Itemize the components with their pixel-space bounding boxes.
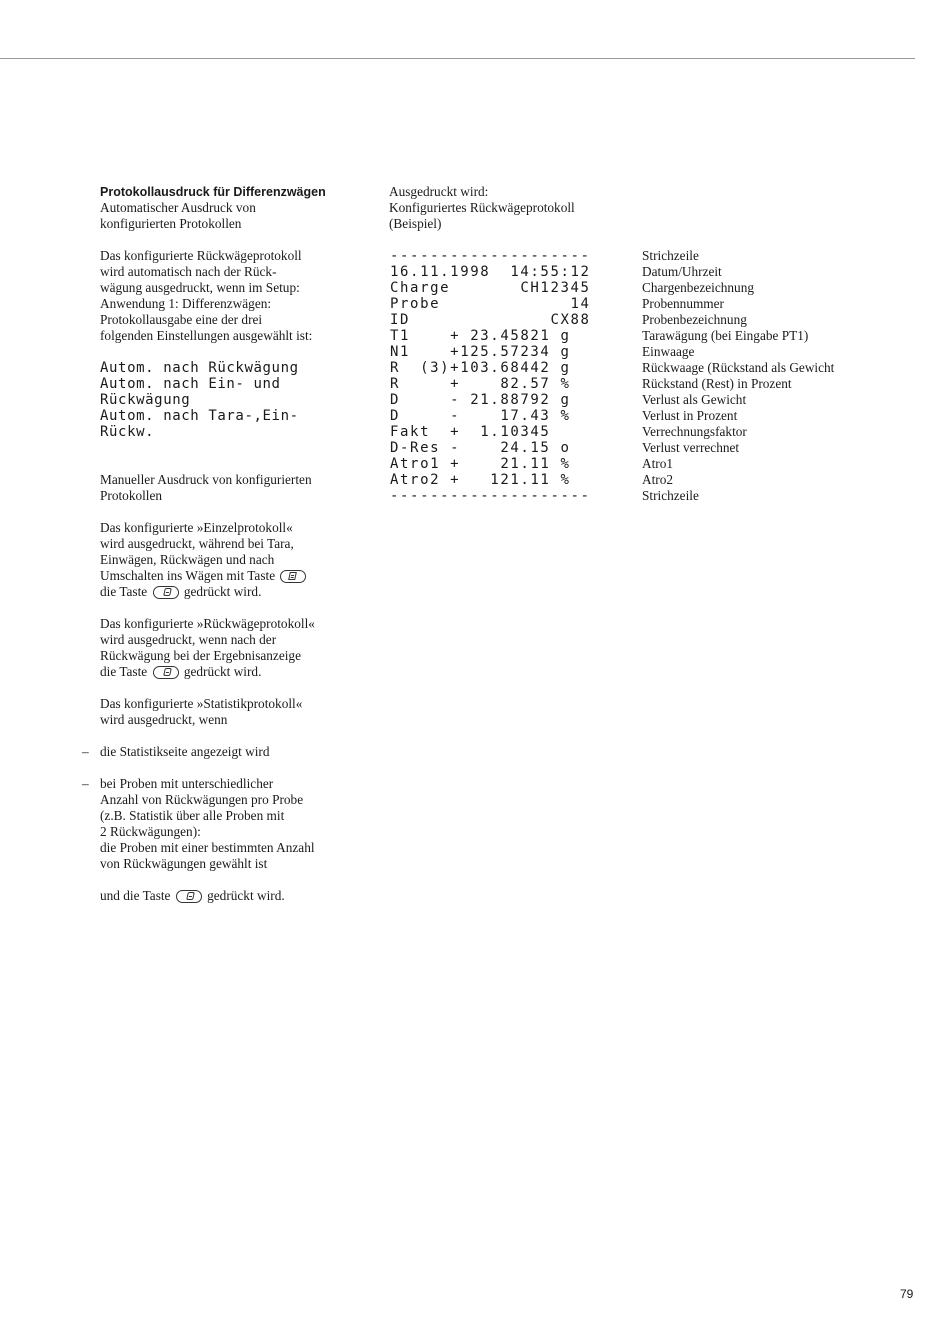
printout-line: D - 17.43 % — [390, 408, 571, 424]
rueck-end-suffix: gedrückt wird. — [183, 664, 262, 679]
legend-item: Verrechnungsfaktor — [642, 424, 747, 439]
einzel-line-5 — [100, 584, 360, 600]
auto-para-line-1: Das konfigurierte Rückwägeprotokoll — [100, 248, 302, 263]
middle-header — [389, 184, 629, 232]
page-number: 79 — [900, 1287, 914, 1301]
legend-item: Verlust in Prozent — [642, 408, 738, 423]
printout-line: Fakt + 1.10345 — [390, 424, 551, 440]
legend-item: Atro2 — [642, 472, 674, 487]
rueck-line-1: Das konfigurierte »Rückwägeprotokoll« — [100, 616, 315, 631]
printout-line: -------------------- — [390, 488, 591, 504]
einzel-line-1: Das konfigurierte »Einzelprotokoll« — [100, 520, 293, 535]
einzel-line-3: Einwägen, Rückwägen und nach — [100, 552, 275, 567]
intro-line-2: konfigurierten Protokollen — [100, 216, 242, 231]
printout-line: N1 +125.57234 g — [390, 344, 571, 360]
manual-line-1: Manueller Ausdruck von konfigurierten — [100, 472, 312, 487]
legend-item: Chargenbezeichnung — [642, 280, 754, 295]
legend-item: Verlust verrechnet — [642, 440, 740, 455]
display-option-line-5: Rückw. — [100, 424, 155, 440]
display-option-line-4: Autom. nach Tara-,Ein- — [100, 408, 299, 424]
middle-header-line-1: Ausgedruckt wird: — [389, 184, 489, 199]
auto-para-line-2: wird automatisch nach der Rück- — [100, 264, 277, 279]
middle-header-line-3: (Beispiel) — [389, 216, 442, 231]
print-key-icon — [153, 586, 179, 599]
rueck-line-3: Rückwägung bei der Ergebnisanzeige — [100, 648, 301, 663]
einzel-line-2: wird ausgedruckt, während bei Tara, — [100, 536, 294, 551]
final-line — [100, 888, 360, 904]
legend-item: Atro1 — [642, 456, 674, 471]
bullet-2-line-1: bei Proben mit unterschiedlicher — [100, 776, 274, 791]
bullet-item-1 — [82, 744, 360, 760]
einzel-line-4 — [100, 568, 360, 584]
printout-line: Atro1 + 21.11 % — [390, 456, 571, 472]
printout-line: R (3)+103.68442 g — [390, 360, 571, 376]
legend-item: Tarawägung (bei Eingabe PT1) — [642, 328, 809, 343]
legend-item: Einwaage — [642, 344, 695, 359]
einzel-end-suffix: gedrückt wird. — [183, 584, 262, 599]
manual-line-2: Protokollen — [100, 488, 163, 503]
auto-para-line-6: folgenden Einstellungen ausgewählt ist: — [100, 328, 313, 343]
bullet-1-text: die Statistikseite angezeigt wird — [100, 744, 270, 759]
printout-line: Atro2 + 121.11 % — [390, 472, 571, 488]
bullet-2-line-4: 2 Rückwägungen): — [100, 824, 201, 839]
rueck-line-2: wird ausgedruckt, wenn nach der — [100, 632, 277, 647]
einzel-line-4-text: Umschalten ins Wägen mit Taste — [100, 568, 276, 583]
display-option-line-2: Autom. nach Ein- und — [100, 376, 281, 392]
printout-line: Charge CH12345 — [390, 280, 591, 296]
bullet-2-line-2: Anzahl von Rückwägungen pro Probe — [100, 792, 304, 807]
auto-para-line-3: wägung ausgedruckt, wenn im Setup: — [100, 280, 300, 295]
middle-header-line-2: Konfiguriertes Rückwägeprotokoll — [389, 200, 575, 215]
intro-line-1: Automatischer Ausdruck von — [100, 200, 256, 215]
legend-item: Rückwaage (Rückstand als Gewicht — [642, 360, 835, 375]
auto-para-line-5: Protokollausgabe eine der drei — [100, 312, 263, 327]
bullet-item-2 — [82, 776, 360, 872]
print-key-icon — [153, 666, 179, 679]
printout-example — [390, 248, 591, 504]
legend-item: Verlust als Gewicht — [642, 392, 747, 407]
einzel-end-text: die Taste — [100, 584, 148, 599]
printout-line: Probe 14 — [390, 296, 591, 312]
legend-item: Strichzeile — [642, 488, 699, 503]
bullet-list — [82, 744, 360, 872]
auto-para-line-4: Anwendung 1: Differenzwägen: — [100, 296, 272, 311]
print-key-icon — [176, 890, 202, 903]
legend-item: Probenbezeichnung — [642, 312, 747, 327]
final-text: und die Taste — [100, 888, 171, 903]
final-suffix: gedrückt wird. — [207, 888, 285, 903]
display-option-line-3: Rückwägung — [100, 392, 191, 408]
legend-item: Rückstand (Rest) in Prozent — [642, 376, 792, 391]
printout-line: 16.11.1998 14:55:12 — [390, 264, 591, 280]
legend-item: Datum/Uhrzeit — [642, 264, 722, 279]
rueck-line-4 — [100, 664, 360, 680]
legend-item: Strichzeile — [642, 248, 699, 263]
stat-line-2: wird ausgedruckt, wenn — [100, 712, 228, 727]
bullet-2-line-5: die Proben mit einer bestimmten Anzahl — [100, 840, 315, 855]
rueck-end-text: die Taste — [100, 664, 148, 679]
weigh-key-icon — [280, 570, 306, 583]
bullet-dash: – — [82, 776, 89, 791]
display-option-line-1: Autom. nach Rückwägung — [100, 360, 299, 376]
printout-line: D-Res - 24.15 o — [390, 440, 571, 456]
legend-item: Probennummer — [642, 296, 724, 311]
printout-line: D - 21.88792 g — [390, 392, 571, 408]
left-column — [82, 184, 360, 904]
section-heading: Protokollausdruck für Differenzwägen — [100, 185, 326, 199]
bullet-dash: – — [82, 744, 89, 759]
stat-line-1: Das konfigurierte »Statistikprotokoll« — [100, 696, 303, 711]
bullet-2-line-3: (z.B. Statistik über alle Proben mit — [100, 808, 285, 823]
printout-line: T1 + 23.45821 g — [390, 328, 571, 344]
printout-line: ID CX88 — [390, 312, 591, 328]
printout-legend — [642, 248, 834, 504]
bullet-2-line-6: von Rückwägungen gewählt ist — [100, 856, 268, 871]
top-rule — [0, 58, 915, 59]
printout-line: -------------------- — [390, 248, 591, 264]
printout-line: R + 82.57 % — [390, 376, 571, 392]
